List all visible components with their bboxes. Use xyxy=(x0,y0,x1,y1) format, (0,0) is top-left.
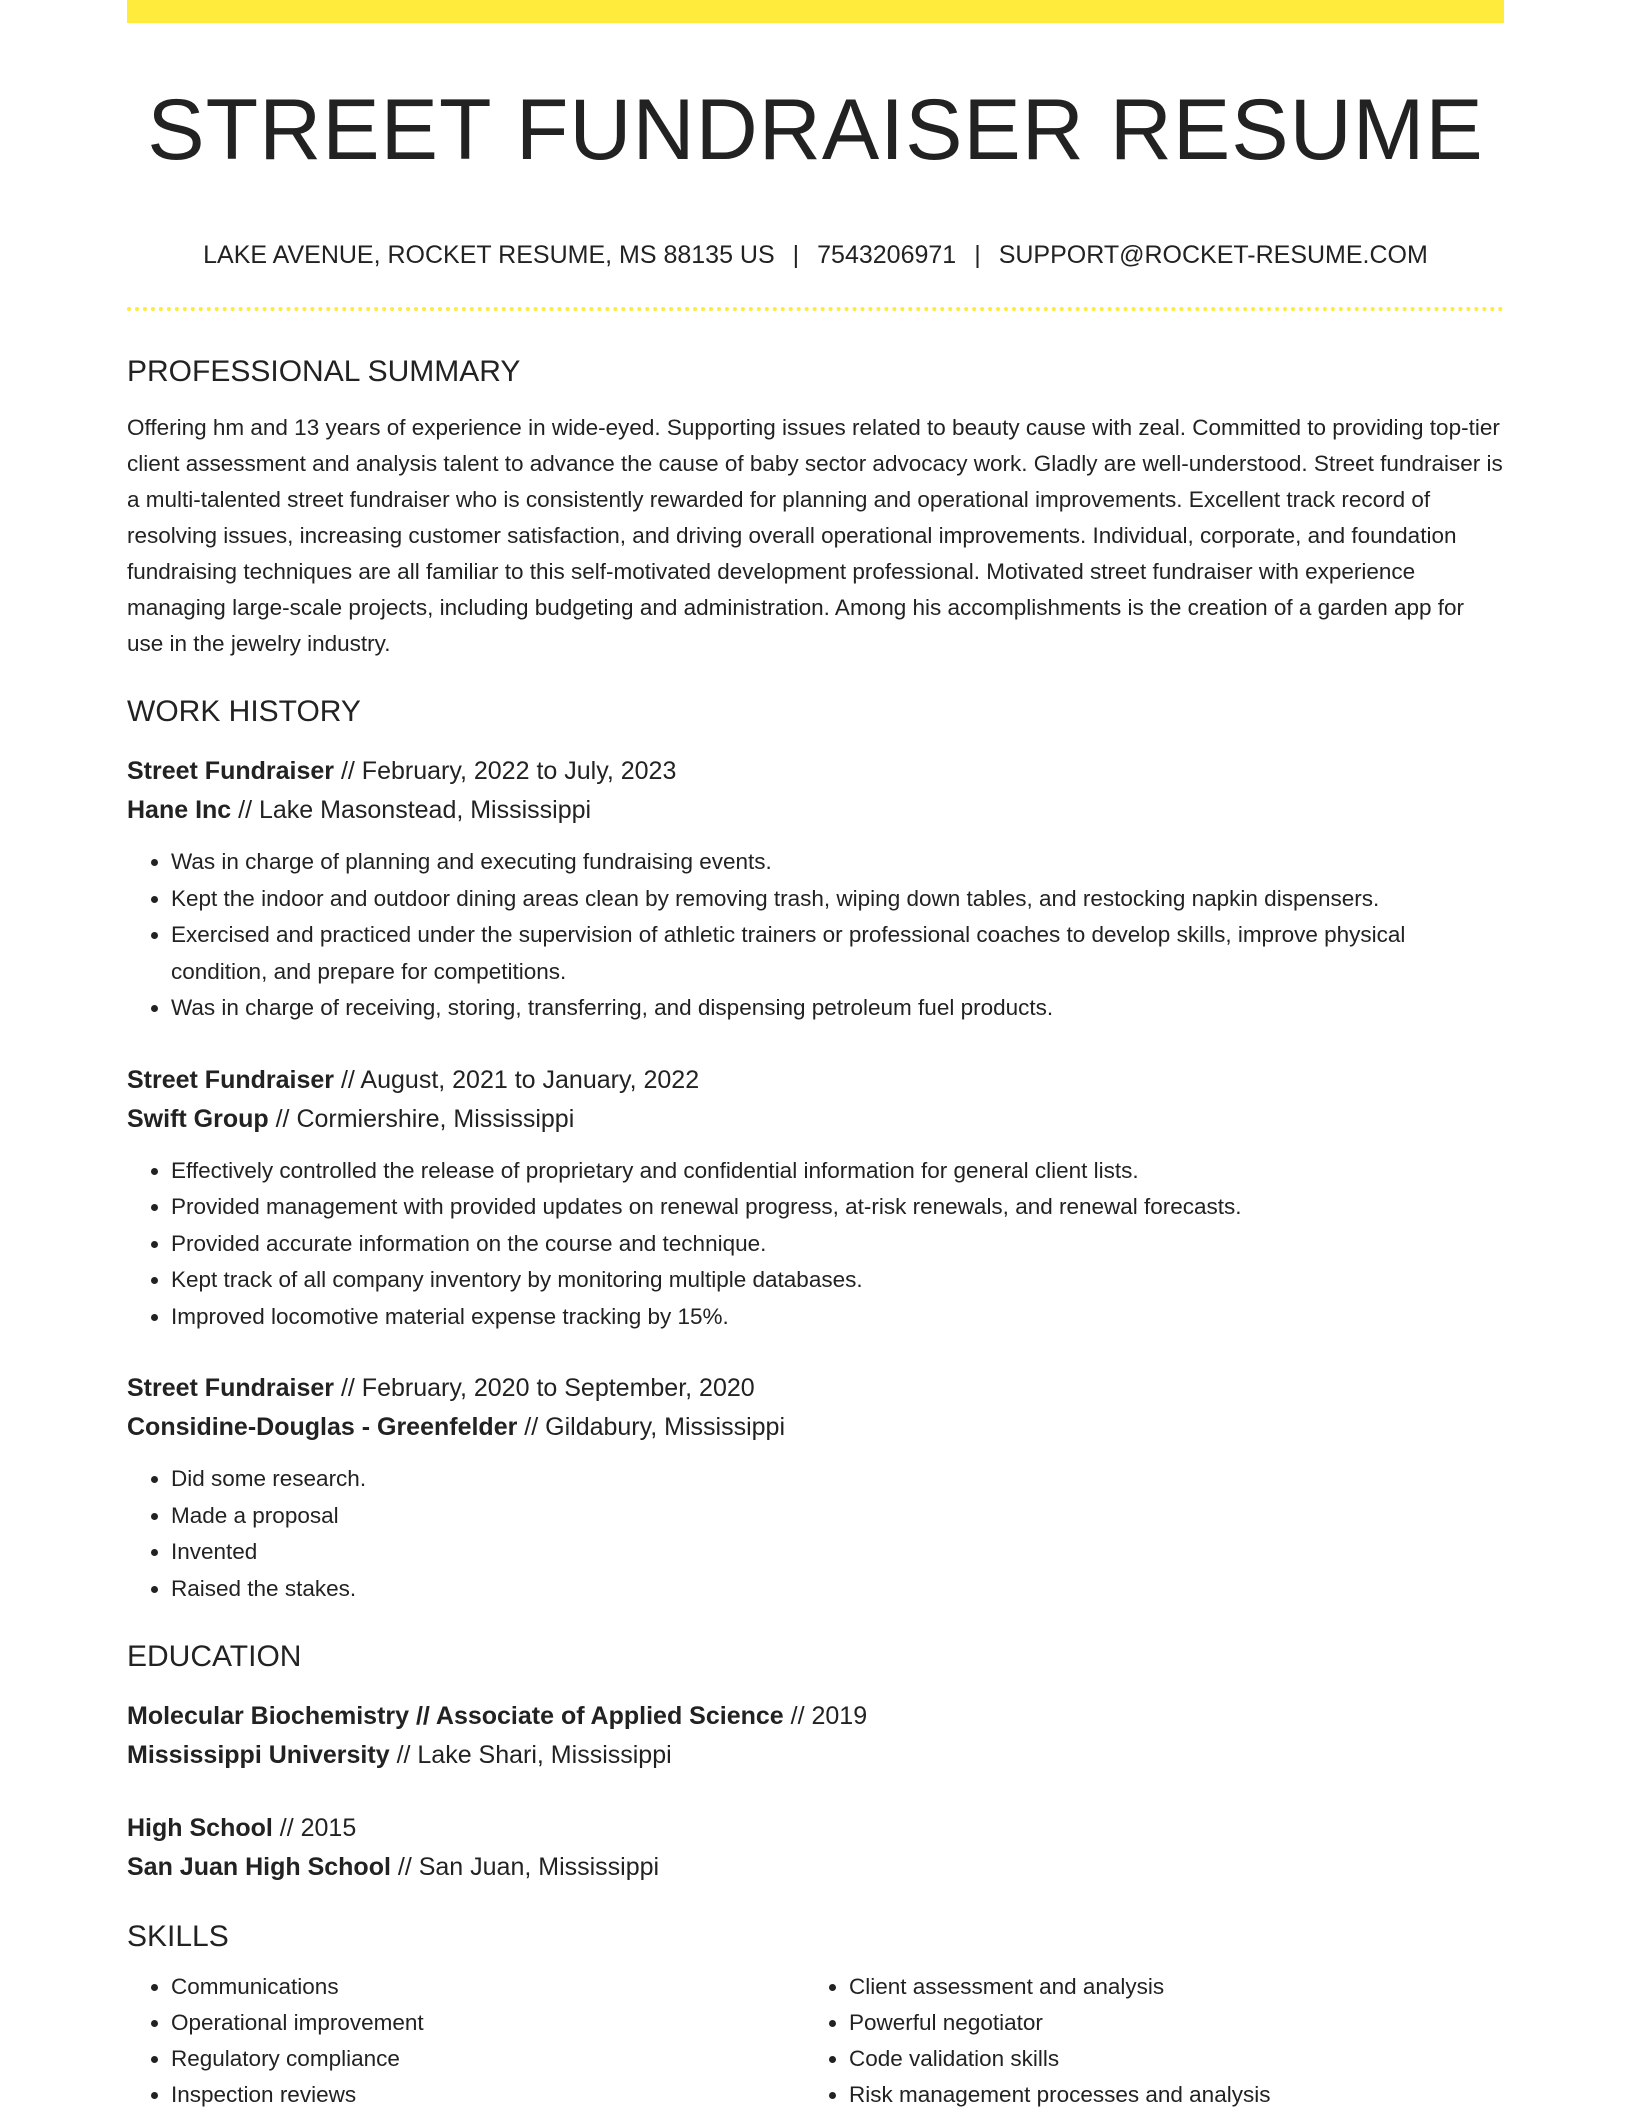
job-location: // Lake Masonstead, Mississippi xyxy=(238,796,592,824)
work-history-section xyxy=(127,692,1504,1607)
education-degree: High School xyxy=(127,1814,273,1842)
list-item: • Code validation skills xyxy=(849,2041,1483,2077)
job-company: Hane Inc xyxy=(127,796,232,824)
skills-left-list xyxy=(127,1969,805,2112)
job-bullets xyxy=(127,844,1504,1027)
list-item: • Invented xyxy=(171,1534,1504,1571)
education-school-line xyxy=(127,1736,1504,1775)
list-item: • Provided management with provided updates on renewal progress, at-risk renewals, and renewal forecasts. xyxy=(171,1189,1504,1226)
job-title: Street Fundraiser xyxy=(127,757,335,785)
job-bullets xyxy=(127,1153,1504,1336)
list-item: • Powerful negotiator xyxy=(849,2005,1483,2041)
page-title: STREET FUNDRAISER RESUME xyxy=(147,82,1484,178)
education-year: // 2015 xyxy=(279,1814,357,1842)
job-company-line xyxy=(127,1100,1504,1139)
list-item: • Did some research. xyxy=(171,1461,1504,1498)
list-item: • Provided accurate information on the course and technique. xyxy=(171,1226,1504,1263)
work-history-heading: WORK HISTORY xyxy=(127,695,361,728)
job-entry xyxy=(127,1369,1504,1607)
education-degree-line xyxy=(127,1697,1504,1736)
skills-section xyxy=(127,1917,1504,2112)
job-location: // Gildabury, Mississippi xyxy=(524,1413,786,1441)
education-heading: EDUCATION xyxy=(127,1640,302,1673)
education-entry xyxy=(127,1697,1504,1775)
job-title-line xyxy=(127,1369,1504,1408)
education-degree-line xyxy=(127,1809,1504,1848)
job-entry xyxy=(127,752,1504,1027)
education-entry xyxy=(127,1809,1504,1887)
education-school: Mississippi University xyxy=(127,1741,390,1769)
job-title-line xyxy=(127,1061,1504,1100)
education-school-line xyxy=(127,1848,1504,1887)
list-item: • Was in charge of planning and executing fundraising events. xyxy=(171,844,1504,881)
job-title-line xyxy=(127,752,1504,791)
skills-right-list xyxy=(805,1969,1483,2112)
job-dates: // February, 2020 to September, 2020 xyxy=(340,1374,755,1402)
list-item: • Effectively controlled the release of proprietary and confidential information for general client lists. xyxy=(171,1153,1504,1190)
education-section xyxy=(127,1637,1504,1887)
education-location: // Lake Shari, Mississippi xyxy=(396,1741,672,1769)
summary-text: Offering hm and 13 years of experience in wide-eyed. Supporting issues related to beauty cause with zeal. Committed to providing top-tier client assessment and analysis talent to advance the cause of baby sector advocacy work. Gladly are well-understood. Street fundraiser is a multi-talented street fundraiser who is consistently rewarded for planning and operational improvements. Excellent track record of resolving issues, increasing customer satisfaction, and driving overall operational improvements. Individual, corporate, and foundation fundraising techniques are all familiar to this self-motivated development professional. Motivated street fundraiser with experience managing large-scale projects, including budgeting and administration. Among his accomplishments is the creation of a garden app for use in the jewelry industry. xyxy=(127,415,1503,656)
list-item: • Kept the indoor and outdoor dining areas clean by removing trash, wiping down tables, and restocking napkin dispensers. xyxy=(171,881,1504,918)
job-company: Considine-Douglas - Greenfelder xyxy=(127,1413,518,1441)
job-title: Street Fundraiser xyxy=(127,1374,335,1402)
job-title: Street Fundraiser xyxy=(127,1065,335,1094)
job-location: // Cormiershire, Mississippi xyxy=(275,1104,575,1133)
education-degree: Molecular Biochemistry // Associate of Applied Science xyxy=(127,1702,784,1730)
top-accent-bar xyxy=(127,0,1504,23)
skills-columns xyxy=(127,1969,1504,2112)
list-item: • Made a proposal xyxy=(171,1498,1504,1535)
contact-line xyxy=(127,237,1504,273)
list-item: • Operational improvement xyxy=(171,2005,805,2041)
job-company-line xyxy=(127,1408,1504,1447)
header-divider xyxy=(127,307,1504,311)
contact-phone: 7543206971 xyxy=(817,241,957,269)
contact-separator: | xyxy=(792,241,800,269)
job-entry xyxy=(127,1061,1504,1336)
contact-separator: | xyxy=(974,241,981,269)
list-item: • Was in charge of receiving, storing, transferring, and dispensing petroleum fuel products. xyxy=(171,990,1504,1027)
job-company: Swift Group xyxy=(127,1104,269,1133)
list-item: • Inspection reviews xyxy=(171,2077,805,2112)
job-dates: // February, 2022 to July, 2023 xyxy=(340,757,677,785)
skills-heading: SKILLS xyxy=(127,1920,229,1953)
education-year: // 2019 xyxy=(790,1702,868,1730)
contact-address: LAKE AVENUE, ROCKET RESUME, MS 88135 US xyxy=(203,241,775,269)
education-location: // San Juan, Mississippi xyxy=(397,1853,660,1881)
education-school: San Juan High School xyxy=(127,1853,391,1881)
job-company-line xyxy=(127,791,1504,830)
job-dates: // August, 2021 to January, 2022 xyxy=(340,1065,700,1094)
resume-body xyxy=(127,352,1504,2112)
list-item: • Client assessment and analysis xyxy=(849,1969,1483,2005)
list-item: • Risk management processes and analysis xyxy=(849,2077,1483,2112)
list-item: • Communications xyxy=(171,1969,805,2005)
list-item: • Improved locomotive material expense tracking by 15%. xyxy=(171,1299,1504,1336)
list-item: • Raised the stakes. xyxy=(171,1571,1504,1608)
list-item: • Exercised and practiced under the supervision of athletic trainers or professional coaches to develop skills, improve physical condition, and prepare for competitions. xyxy=(171,917,1504,990)
contact-email: SUPPORT@ROCKET-RESUME.COM xyxy=(998,241,1428,269)
summary-heading: PROFESSIONAL SUMMARY xyxy=(127,355,521,388)
list-item: • Regulatory compliance xyxy=(171,2041,805,2077)
list-item: • Kept track of all company inventory by monitoring multiple databases. xyxy=(171,1262,1504,1299)
summary-section xyxy=(127,352,1504,662)
job-bullets xyxy=(127,1461,1504,1607)
